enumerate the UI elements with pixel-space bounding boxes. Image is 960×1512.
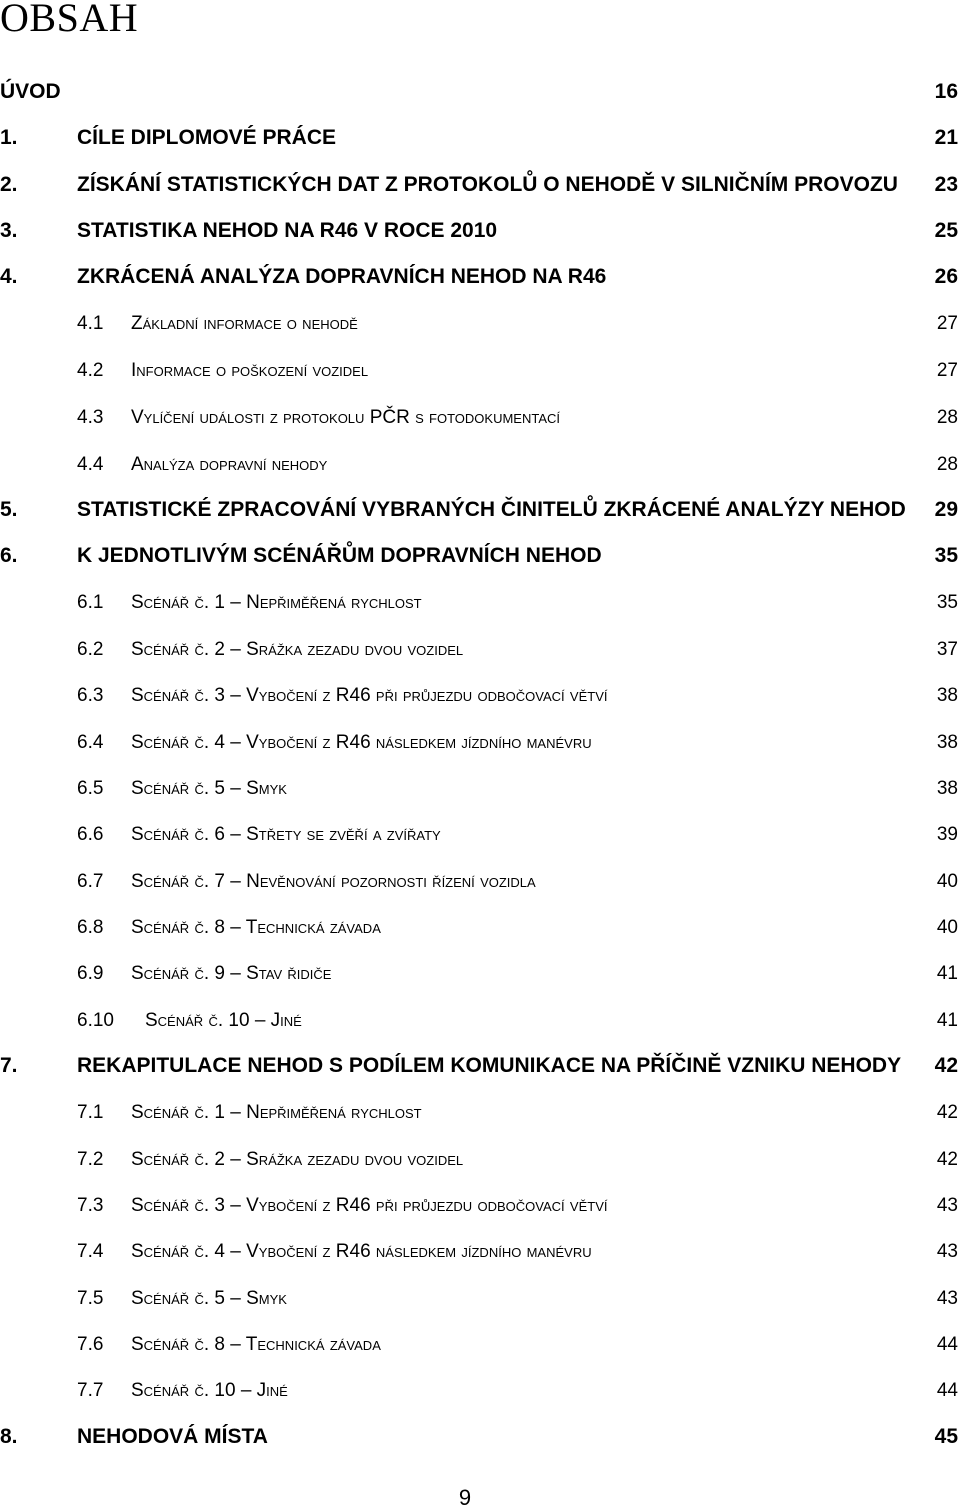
toc-entry-number: 7.7: [77, 1380, 104, 1401]
toc-entry-page: 37: [936, 639, 958, 660]
toc-entry-number: 7.1: [77, 1102, 104, 1123]
toc-entry-page: 38: [936, 732, 958, 753]
toc-entry-page: 44: [936, 1334, 958, 1355]
toc-entry-section-6-6[interactable]: [0, 820, 958, 850]
toc-entry-chapter-1[interactable]: [0, 123, 958, 153]
toc-entry-page: 42: [936, 1149, 958, 1170]
toc-entry-number: 7.5: [77, 1288, 104, 1309]
toc-entry-number: 7.4: [77, 1241, 104, 1262]
toc-entry-section-6-5[interactable]: [0, 774, 958, 804]
toc-entry-number: 7.6: [77, 1334, 104, 1355]
toc-entry-title: Scénář č. 5 – Smyk: [131, 1288, 287, 1309]
toc-entry-title: Scénář č. 10 – Jiné: [145, 1010, 302, 1031]
toc-entry-number: 6.3: [77, 685, 104, 706]
toc-entry-page: 16: [934, 80, 958, 103]
toc-entry-section-7-3[interactable]: [0, 1191, 958, 1221]
toc-entry-page: 27: [936, 313, 958, 334]
toc-entry-number: 6.2: [77, 639, 104, 660]
toc-entry-number: 5.: [0, 498, 18, 521]
toc-entry-title: ZKRÁCENÁ ANALÝZA DOPRAVNÍCH NEHOD NA R46: [77, 265, 607, 288]
toc-entry-title: Scénář č. 5 – Smyk: [131, 778, 287, 799]
toc-entry-section-4-2[interactable]: [0, 356, 958, 386]
toc-entry-section-7-7[interactable]: [0, 1376, 958, 1406]
toc-entry-page: 40: [936, 871, 958, 892]
toc-entry-chapter-8[interactable]: [0, 1422, 958, 1452]
toc-entry-chapter-7[interactable]: [0, 1051, 958, 1081]
toc-entry-page: 43: [936, 1241, 958, 1262]
toc-entry-section-6-8[interactable]: [0, 913, 958, 943]
toc-entry-section-4-3[interactable]: [0, 403, 958, 433]
toc-entry-page: 27: [936, 360, 958, 381]
toc-entry-section-6-2[interactable]: [0, 635, 958, 665]
toc-entry-page: 44: [936, 1380, 958, 1401]
toc-entry-title: K JEDNOTLIVÝM SCÉNÁŘŮM DOPRAVNÍCH NEHOD: [77, 544, 602, 567]
toc-entry-section-4-1[interactable]: [0, 309, 958, 339]
toc-entry-section-7-5[interactable]: [0, 1284, 958, 1314]
toc-entry-number: 6.6: [77, 824, 104, 845]
toc-entry-page: 41: [936, 1010, 958, 1031]
toc-entry-number: 3.: [0, 219, 18, 242]
toc-entry-title: STATISTICKÉ ZPRACOVÁNÍ VYBRANÝCH ČINITELŮ ZKRÁCENÉ ANALÝZY NEHOD: [77, 498, 906, 521]
toc-entry-number: 6.: [0, 544, 18, 567]
toc-entry-number: 1.: [0, 126, 18, 149]
toc-entry-title: Analýza dopravní nehody: [131, 454, 328, 475]
toc-entry-title: Scénář č. 2 – Srážka zezadu dvou vozidel: [131, 1149, 464, 1170]
toc-entry-page: 43: [936, 1288, 958, 1309]
toc-entry-number: 4.2: [77, 360, 104, 381]
toc-entry-title: STATISTIKA NEHOD NA R46 V ROCE 2010: [77, 219, 498, 242]
toc-entry-chapter-2[interactable]: [0, 170, 958, 200]
toc-entry-title: Vylíčení události z protokolu PČR s fotodokumentací: [131, 407, 561, 428]
toc-entry-page: 39: [936, 824, 958, 845]
toc-entry-title: Scénář č. 2 – Srážka zezadu dvou vozidel: [131, 639, 464, 660]
toc-entry-number: 4.1: [77, 313, 104, 334]
toc-entry-title: Scénář č. 8 – Technická závada: [131, 917, 381, 938]
page-number: 9: [458, 1485, 472, 1510]
toc-entry-title: Základní informace o nehodě: [131, 313, 358, 334]
toc-entry-page: 41: [936, 963, 958, 984]
toc-entry-number: 6.9: [77, 963, 104, 984]
toc-entry-title: Scénář č. 3 – Vybočení z R46 při průjezdu odbočovací větví: [131, 1195, 608, 1216]
toc-entry-title: Scénář č. 10 – Jiné: [131, 1380, 288, 1401]
toc-entry-title: ÚVOD: [0, 80, 61, 103]
toc-entry-section-6-9[interactable]: [0, 959, 958, 989]
page-title: OBSAH: [0, 0, 139, 40]
toc-entry-page: 42: [934, 1054, 958, 1077]
toc-entry-number: 6.10: [77, 1010, 114, 1031]
toc-entry-page: 23: [934, 173, 958, 196]
toc-entry-section-4-4[interactable]: [0, 450, 958, 480]
toc-entry-number: 7.2: [77, 1149, 104, 1170]
toc-entry-title: Scénář č. 1 – Nepřiměřená rychlost: [131, 1102, 422, 1123]
toc-entry-number: 7.3: [77, 1195, 104, 1216]
toc-entry-page: 42: [936, 1102, 958, 1123]
toc-entry-number: 6.8: [77, 917, 104, 938]
toc-entry-number: 2.: [0, 173, 18, 196]
toc-entry-chapter-5[interactable]: [0, 495, 958, 525]
toc-entry-section-7-6[interactable]: [0, 1330, 958, 1360]
toc-entry-page: 43: [936, 1195, 958, 1216]
toc-entry-number: 7.: [0, 1054, 18, 1077]
toc-entry-page: 25: [934, 219, 958, 242]
toc-entry-section-6-7[interactable]: [0, 867, 958, 897]
toc-entry-title: Scénář č. 6 – Střety se zvěří a zvířaty: [131, 824, 441, 845]
toc-entry-section-6-1[interactable]: [0, 588, 958, 618]
toc-entry-section-7-4[interactable]: [0, 1237, 958, 1267]
toc-entry-section-6-3[interactable]: [0, 681, 958, 711]
toc-entry-page: 35: [936, 592, 958, 613]
toc-entry-section-7-1[interactable]: [0, 1098, 958, 1128]
toc-entry-page: 38: [936, 778, 958, 799]
toc-entry-number: 6.5: [77, 778, 104, 799]
toc-entry-title: Scénář č. 7 – Nevěnování pozornosti řízení vozidla: [131, 871, 536, 892]
toc-entry-title: NEHODOVÁ MÍSTA: [77, 1425, 268, 1448]
toc-entry-chapter-3[interactable]: [0, 216, 958, 246]
toc-entry-title: REKAPITULACE NEHOD S PODÍLEM KOMUNIKACE NA PŘÍČINĚ VZNIKU NEHODY: [77, 1054, 902, 1077]
toc-entry-number: 4.: [0, 265, 18, 288]
toc-entry-number: 6.4: [77, 732, 104, 753]
toc-entry-intro[interactable]: [0, 77, 958, 107]
toc-entry-page: 26: [934, 265, 958, 288]
toc-entry-title: Scénář č. 4 – Vybočení z R46 následkem jízdního manévru: [131, 1241, 592, 1262]
toc-entry-section-6-10[interactable]: [0, 1006, 958, 1036]
toc-entry-section-6-4[interactable]: [0, 728, 958, 758]
toc-entry-page: 29: [934, 498, 958, 521]
toc-entry-title: Scénář č. 4 – Vybočení z R46 následkem jízdního manévru: [131, 732, 592, 753]
toc-entry-title: ZÍSKÁNÍ STATISTICKÝCH DAT Z PROTOKOLŮ O NEHODĚ V SILNIČNÍM PROVOZU: [77, 173, 898, 196]
toc-entry-page: 40: [936, 917, 958, 938]
toc-entry-page: 28: [936, 407, 958, 428]
toc-entry-number: 6.7: [77, 871, 104, 892]
toc-entry-page: 35: [934, 544, 958, 567]
toc-entry-title: Scénář č. 9 – Stav řidiče: [131, 963, 332, 984]
toc-entry-page: 38: [936, 685, 958, 706]
toc-entry-title: Scénář č. 1 – Nepřiměřená rychlost: [131, 592, 422, 613]
toc-entry-title: Scénář č. 3 – Vybočení z R46 při průjezdu odbočovací větví: [131, 685, 608, 706]
toc-entry-number: 4.4: [77, 454, 104, 475]
toc-entry-page: 28: [936, 454, 958, 475]
toc-entry-number: 6.1: [77, 592, 104, 613]
toc-entry-section-7-2[interactable]: [0, 1145, 958, 1175]
toc-entry-chapter-6[interactable]: [0, 541, 958, 571]
toc-entry-page: 21: [934, 126, 958, 149]
toc-entry-chapter-4[interactable]: [0, 262, 958, 292]
toc-entry-title: Scénář č. 8 – Technická závada: [131, 1334, 381, 1355]
toc-entry-number: 8.: [0, 1425, 18, 1448]
toc-entry-title: Informace o poškození vozidel: [131, 360, 369, 381]
toc-entry-page: 45: [934, 1425, 958, 1448]
toc-entry-number: 4.3: [77, 407, 104, 428]
toc-entry-title: CÍLE DIPLOMOVÉ PRÁCE: [77, 126, 337, 149]
